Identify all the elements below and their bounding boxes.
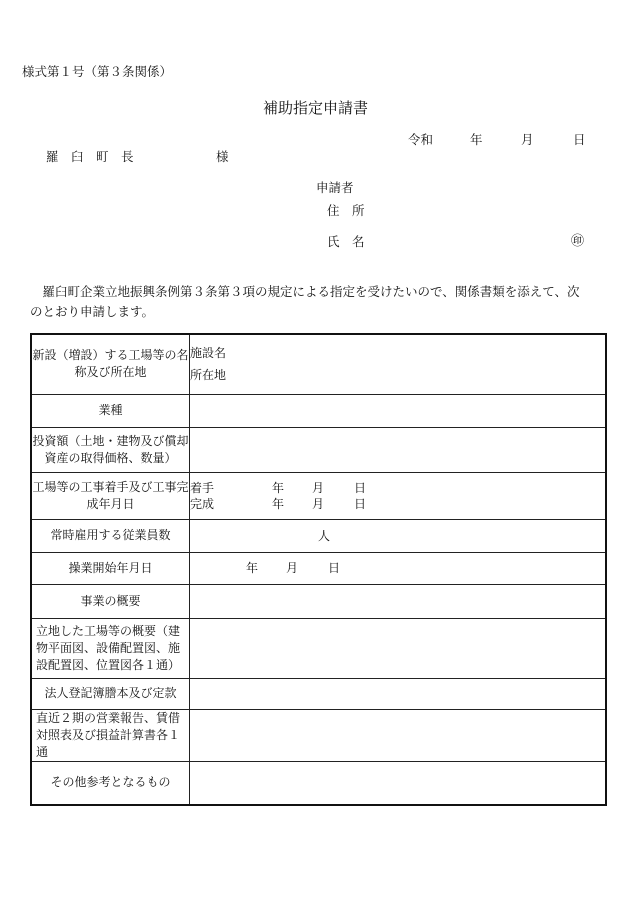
- table-row: [31, 678, 606, 709]
- table-row: [31, 334, 606, 394]
- row-label-financial-reports: 直近２期の営業報告、賃借対照表及び損益計算書各１通: [31, 709, 190, 761]
- table-row: [31, 552, 606, 584]
- table-row: [31, 618, 606, 678]
- construction-finish-label: 完成: [190, 496, 215, 511]
- addressee-name: 羅 臼 町 長: [46, 149, 134, 164]
- finish-day-label: 日: [354, 496, 367, 511]
- row-label-operation-start: 操業開始年月日: [31, 552, 190, 584]
- applicant-name-label: 氏 名: [327, 234, 365, 249]
- finish-year-label: 年: [272, 496, 285, 511]
- date-year-label: 年: [470, 132, 483, 147]
- table-row: [31, 472, 606, 519]
- start-day-label: 日: [354, 480, 367, 495]
- start-month-label: 月: [312, 480, 325, 495]
- row-label-employees: 常時雇用する従業員数: [31, 519, 190, 552]
- date-day-label: 日: [573, 132, 586, 147]
- start-year-label: 年: [272, 480, 285, 495]
- table-row: [31, 394, 606, 427]
- row-value-investment[interactable]: [190, 427, 607, 472]
- seal-mark: ㊞: [571, 234, 585, 249]
- row-value-registry[interactable]: [190, 678, 607, 709]
- row-value-financial-reports[interactable]: [190, 709, 607, 761]
- row-value-business-outline[interactable]: [190, 584, 607, 618]
- date-era: 令和: [408, 132, 434, 147]
- addressee-honorific: 様: [216, 149, 229, 164]
- row-label-industry: 業種: [31, 394, 190, 427]
- table-row: [31, 761, 606, 805]
- row-value-other-references[interactable]: [190, 761, 607, 805]
- row-label-factory-outline: 立地した工場等の概要（建物平面図、設備配置図、施設配置図、位置図各１通）: [31, 618, 190, 678]
- application-table: [30, 333, 607, 806]
- construction-start-label: 着手: [190, 480, 215, 495]
- row-value-industry[interactable]: [190, 394, 607, 427]
- row-label-registry: 法人登記簿謄本及び定款: [31, 678, 190, 709]
- applicant-address-label: 住 所: [327, 203, 365, 218]
- employees-unit: 人: [318, 528, 331, 543]
- form-number: 様式第１号（第３条関係）: [22, 64, 173, 79]
- row-value-construction[interactable]: [190, 472, 607, 519]
- row-label-business-outline: 事業の概要: [31, 584, 190, 618]
- applicant-heading: 申請者: [316, 180, 354, 195]
- table-row: [31, 519, 606, 552]
- row-label-investment: 投資額（土地・建物及び償却資産の取得価格、数量）: [31, 427, 190, 472]
- table-row: [31, 584, 606, 618]
- row-label-facility: 新設（増設）する工場等の名称及び所在地: [31, 334, 190, 394]
- row-value-employees[interactable]: [190, 519, 607, 552]
- row-value-operation-start[interactable]: [190, 552, 607, 584]
- row-label-construction: 工場等の工事着手及び工事完成年月日: [31, 472, 190, 519]
- row-label-other-references: その他参考となるもの: [31, 761, 190, 805]
- table-row: [31, 709, 606, 761]
- date-month-label: 月: [521, 132, 534, 147]
- operation-year-label: 年: [246, 561, 259, 575]
- page-title: 補助指定申請書: [263, 99, 369, 117]
- operation-day-label: 日: [328, 561, 341, 575]
- facility-name-label: 施設名: [190, 346, 227, 361]
- row-value-facility[interactable]: [190, 334, 607, 394]
- finish-month-label: 月: [312, 496, 325, 511]
- row-value-factory-outline[interactable]: [190, 618, 607, 678]
- facility-location-label: 所在地: [190, 368, 227, 383]
- operation-month-label: 月: [286, 561, 299, 575]
- intro-paragraph: 羅臼町企業立地振興条例第３条第３項の規定による指定を受けたいので、関係書類を添えて、次のとおり申請します。: [30, 284, 580, 319]
- table-row: [31, 427, 606, 472]
